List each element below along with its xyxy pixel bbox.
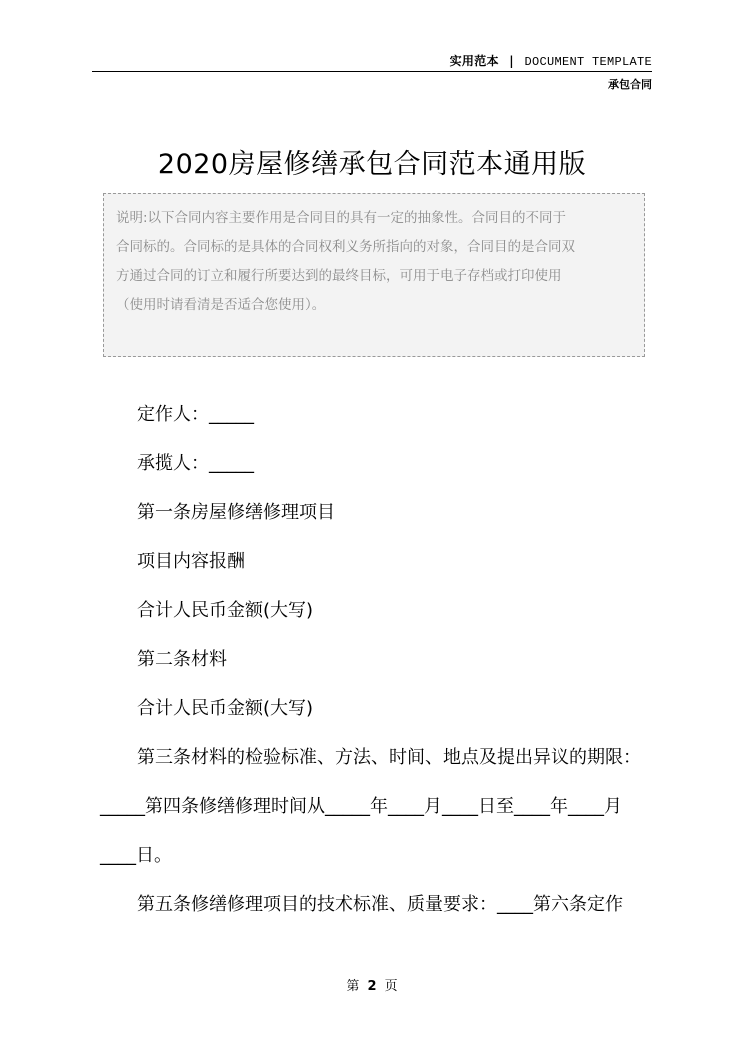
clause-2-heading: 第二条材料: [137, 649, 227, 670]
clause-5-text: 第五条修缮修理项目的技术标准、质量要求：____第六条定作: [137, 894, 623, 915]
clause-1-total: 合计人民币金额(大写): [137, 600, 314, 621]
page-number-footer: [0, 975, 744, 994]
clause-3-text: 第三条材料的检验标准、方法、时间、地点及提出异议的期限：: [137, 747, 641, 768]
page-number: 2: [367, 979, 377, 994]
notice-box: [103, 193, 645, 357]
clause-2-total: 合计人民币金额(大写): [137, 698, 314, 719]
header-category: 承包合同: [608, 78, 652, 91]
party-contractor: 承揽人：_____: [137, 453, 254, 474]
clause-1-columns: 项目内容报酬: [137, 551, 245, 572]
notice-line: 说明:以下合同内容主要作用是合同目的具有一定的抽象性。合同目的不同于: [116, 210, 567, 226]
header-brand-en: DOCUMENT TEMPLATE: [524, 55, 652, 69]
header-brand-cn: 实用范本: [449, 54, 499, 68]
footer-suffix: 页: [384, 979, 398, 994]
clause-4-text: _____第四条修缮修理时间从_____年____月____日至____年____月: [100, 796, 622, 817]
notice-line: 合同标的。合同标的是具体的合同权利义务所指向的对象，合同目的是合同双: [116, 239, 575, 255]
clause-4-continuation: ____日。: [100, 845, 172, 866]
header-divider: [92, 71, 652, 72]
notice-line: （使用时请看清是否适合您使用）。: [116, 297, 326, 313]
header-separator: |: [509, 54, 514, 68]
header-brand: [450, 52, 652, 69]
party-owner: 定作人：_____: [137, 404, 254, 425]
contract-body: [100, 390, 654, 929]
footer-prefix: 第: [346, 979, 360, 994]
document-title: 2020房屋修缮承包合同范本通用版: [157, 149, 587, 180]
clause-1-heading: 第一条房屋修缮修理项目: [137, 502, 335, 523]
notice-line: 方通过合同的订立和履行所要达到的最终目标，可用于电子存档或打印使用: [116, 268, 562, 284]
